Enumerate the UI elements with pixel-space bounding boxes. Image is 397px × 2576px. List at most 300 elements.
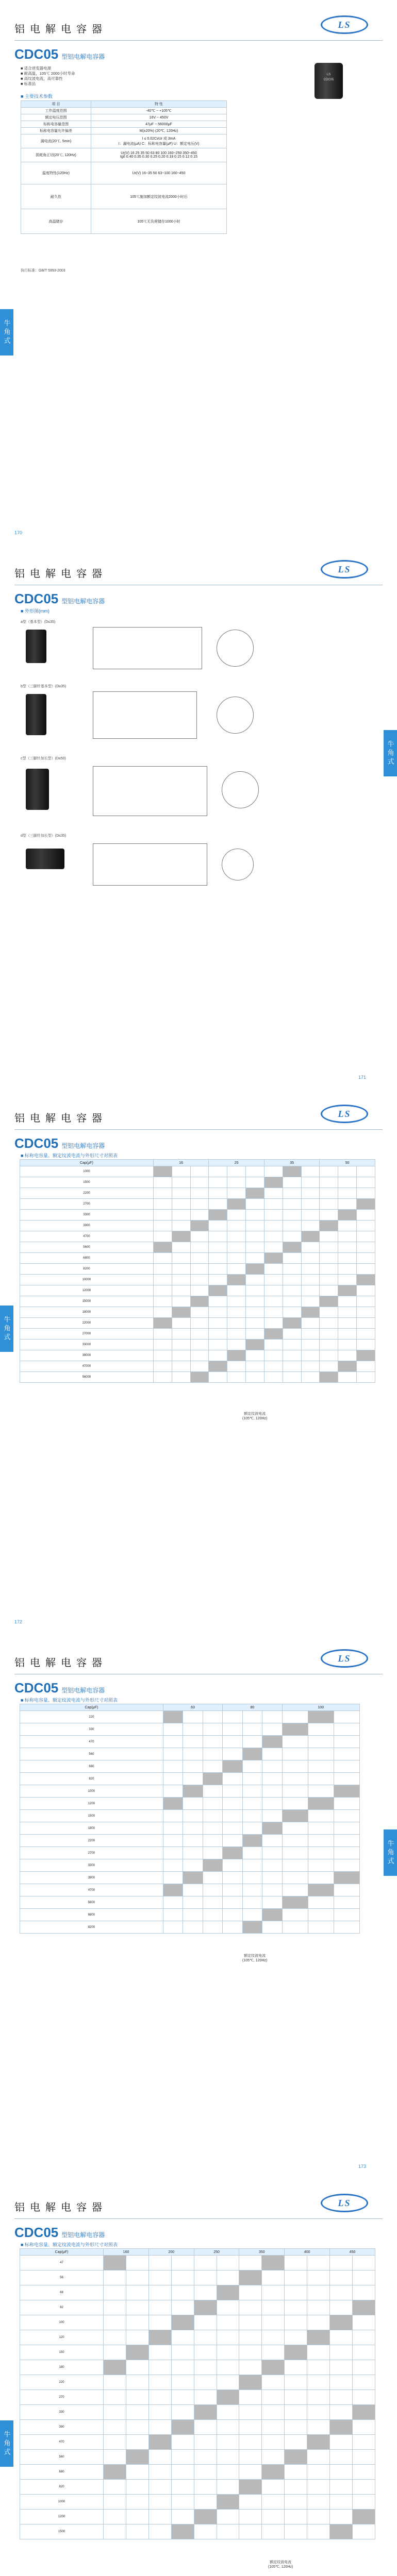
size-cell (338, 1361, 357, 1372)
size-cell (352, 2495, 375, 2510)
capacitor-photo: LS CDC05 (315, 63, 343, 99)
drawing-d-side (93, 843, 207, 886)
size-cell (338, 1210, 357, 1221)
size-cell (153, 1329, 172, 1340)
size-cell (283, 1318, 301, 1329)
table-row (20, 1361, 375, 1372)
size-cell (172, 1210, 190, 1221)
size-cell (148, 2330, 171, 2345)
size-cell (246, 1264, 264, 1275)
table-row (20, 1275, 375, 1285)
size-cell (242, 1785, 262, 1798)
size-cell (239, 2256, 262, 2270)
size-cell (308, 1810, 334, 1822)
size-cell (308, 1822, 334, 1835)
ripple-note: 额定纹波电流 (105℃, 120Hz) (268, 2561, 293, 2569)
drawing-label-d: d型（三脚针加长型）(D≤35) (21, 834, 67, 838)
size-cell (338, 1296, 357, 1307)
cap-value: 4700 (20, 1231, 154, 1242)
size-cell (223, 1773, 242, 1785)
size-cell (264, 1264, 283, 1275)
size-cell (262, 2330, 285, 2345)
size-cell (308, 1723, 334, 1736)
size-cell (223, 1760, 242, 1773)
cap-value: 1000 (20, 1166, 154, 1177)
size-cell (190, 1221, 209, 1231)
size-cell (239, 2495, 262, 2510)
size-cell (308, 1872, 334, 1884)
size-cell (203, 1909, 222, 1921)
size-cell (227, 1361, 246, 1372)
size-cell (126, 2435, 149, 2450)
size-cell (334, 1822, 359, 1835)
size-cell (283, 1296, 301, 1307)
size-cell (227, 1350, 246, 1361)
table-row (20, 1760, 360, 1773)
size-cell (320, 1318, 338, 1329)
size-cell (307, 2480, 330, 2495)
size-cell (223, 1711, 242, 1723)
size-cell (104, 2465, 126, 2480)
size-cell (330, 2495, 353, 2510)
table-row (20, 1847, 360, 1859)
size-cell (357, 1253, 375, 1264)
size-cell (301, 1264, 320, 1275)
size-cell (104, 2510, 126, 2524)
size-cell (246, 1188, 264, 1199)
size-cell (330, 2405, 353, 2420)
size-cell (104, 2450, 126, 2465)
size-cell (209, 1210, 227, 1221)
header-divider (14, 40, 383, 41)
size-cell (357, 1199, 375, 1210)
drawing-b-top (217, 697, 254, 734)
size-cell (227, 1275, 246, 1285)
size-cell (308, 1847, 334, 1859)
size-cell (223, 1810, 242, 1822)
size-cell (307, 2390, 330, 2405)
size-cell (242, 1859, 262, 1872)
ls-logo: LS (321, 15, 368, 34)
size-cell (262, 2315, 285, 2330)
size-cell (357, 1177, 375, 1188)
size-cell (217, 2405, 239, 2420)
table-row (20, 1318, 375, 1329)
size-cell (163, 1896, 183, 1909)
size-cell (209, 1231, 227, 1242)
table-row (20, 1909, 360, 1921)
size-cell (217, 2300, 239, 2315)
size-cell (148, 2300, 171, 2315)
size-cell (242, 1723, 262, 1736)
size-cell (320, 1199, 338, 1210)
size-cell (334, 1847, 359, 1859)
size-cell (285, 2450, 307, 2465)
size-cell (148, 2450, 171, 2465)
size-cell (283, 1210, 301, 1221)
table-row (20, 1307, 375, 1318)
cap-value: 1000 (20, 1785, 163, 1798)
size-cell (227, 1318, 246, 1329)
page-3 (0, 1089, 397, 1634)
size-cell (352, 2465, 375, 2480)
size-cell (262, 1884, 282, 1896)
cap-value: 2200 (20, 1188, 154, 1199)
size-cell (239, 2524, 262, 2539)
size-cell (239, 2450, 262, 2465)
size-cell (330, 2300, 353, 2315)
size-cell (203, 1736, 222, 1748)
size-cell (285, 2495, 307, 2510)
size-cell (171, 2420, 194, 2435)
size-cell (203, 1723, 222, 1736)
size-cell (242, 1810, 262, 1822)
size-cell (352, 2330, 375, 2345)
size-cell (307, 2360, 330, 2375)
size-cell (126, 2495, 149, 2510)
size-cell (283, 1177, 301, 1188)
size-cell (262, 1847, 282, 1859)
size-cell (320, 1296, 338, 1307)
size-cell (262, 1835, 282, 1847)
size-cell (330, 2345, 353, 2360)
size-cell (223, 1736, 242, 1748)
size-cell (320, 1372, 338, 1383)
cap-value: 15000 (20, 1296, 154, 1307)
table-row (20, 1822, 360, 1835)
size-cell (239, 2330, 262, 2345)
size-cell (338, 1329, 357, 1340)
size-cell (242, 1760, 262, 1773)
size-cell (172, 1199, 190, 1210)
size-cell (163, 1810, 183, 1822)
size-cell (301, 1221, 320, 1231)
size-cell (227, 1372, 246, 1383)
size-cell (148, 2465, 171, 2480)
header-title: 铝电解电容器 (14, 1656, 107, 1669)
table-row (20, 2465, 375, 2480)
size-cell (172, 1231, 190, 1242)
size-cell (262, 1810, 282, 1822)
size-cell (357, 1318, 375, 1329)
size-cell (264, 1318, 283, 1329)
size-cell (172, 1253, 190, 1264)
capacitor-photo-d (26, 849, 64, 869)
size-cell (171, 2300, 194, 2315)
size-cell (264, 1361, 283, 1372)
table-row (20, 2510, 375, 2524)
size-cell (190, 1361, 209, 1372)
page-number: 170 (14, 530, 23, 535)
size-cell (262, 2524, 285, 2539)
page-4 (0, 1634, 397, 2178)
size-cell (153, 1199, 172, 1210)
size-cell (338, 1307, 357, 1318)
page-header (0, 2178, 397, 2225)
size-cell (163, 1773, 183, 1785)
size-cell (282, 1785, 308, 1798)
size-cell (352, 2360, 375, 2375)
cap-value: 1500 (20, 1177, 154, 1188)
size-cell (285, 2300, 307, 2315)
size-cell (148, 2524, 171, 2539)
cap-value: 560 (20, 2450, 104, 2465)
cap-value: 1200 (20, 1798, 163, 1810)
size-cell (262, 1785, 282, 1798)
size-cell (190, 1210, 209, 1221)
size-cell (301, 1253, 320, 1264)
size-cell (334, 1711, 359, 1723)
size-cell (330, 2256, 353, 2270)
size-cell (320, 1307, 338, 1318)
size-cell (285, 2256, 307, 2270)
cap-value: 39000 (20, 1350, 154, 1361)
size-cell (172, 1166, 190, 1177)
size-cell (262, 1760, 282, 1773)
size-cell (320, 1188, 338, 1199)
size-cell (282, 1798, 308, 1810)
size-cell (148, 2390, 171, 2405)
size-cell (239, 2510, 262, 2524)
size-cell (153, 1361, 172, 1372)
size-cell (153, 1372, 172, 1383)
rating-table-16-50v: Cap(μF) 16 25 35 50 1000 1500 2200 2700 3300 3900 4700 5600 6800 8200 10000 12000 15000 18000 22000 27000 33000 39000 47000 56000 (20, 1159, 375, 1383)
cap-value: 56000 (20, 1372, 154, 1383)
size-cell (148, 2375, 171, 2390)
size-cell (126, 2345, 149, 2360)
size-cell (217, 2270, 239, 2285)
size-cell (264, 1253, 283, 1264)
size-cell (203, 1760, 222, 1773)
size-cell (126, 2405, 149, 2420)
capacitor-photo-b (26, 694, 46, 735)
size-cell (262, 1921, 282, 1934)
page-number: 171 (358, 1075, 366, 1080)
outline-section-title: ■ 外形图(mm) (21, 608, 49, 614)
size-cell (183, 1723, 203, 1736)
size-cell (126, 2285, 149, 2300)
size-cell (242, 1748, 262, 1760)
size-cell (334, 1835, 359, 1847)
size-cell (227, 1296, 246, 1307)
size-cell (282, 1723, 308, 1736)
size-cell (172, 1242, 190, 1253)
size-cell (126, 2270, 149, 2285)
size-cell (320, 1275, 338, 1285)
size-cell (227, 1231, 246, 1242)
size-cell (264, 1296, 283, 1307)
table-row (20, 1810, 360, 1822)
size-cell (153, 1188, 172, 1199)
size-cell (246, 1372, 264, 1383)
size-cell (264, 1231, 283, 1242)
size-cell (223, 1847, 242, 1859)
drawing-c-top (222, 771, 259, 808)
drawing-d-top (222, 849, 254, 880)
size-cell (262, 2405, 285, 2420)
size-cell (334, 1773, 359, 1785)
size-cell (282, 1884, 308, 1896)
size-cell (338, 1166, 357, 1177)
table-row (20, 1798, 360, 1810)
size-cell (190, 1372, 209, 1383)
size-cell (246, 1199, 264, 1210)
size-cell (172, 1340, 190, 1350)
model-title: CDC05 型铝电解电容器 (14, 1680, 105, 1696)
size-cell (194, 2345, 217, 2360)
cap-value: 10000 (20, 1275, 154, 1285)
size-cell (194, 2375, 217, 2390)
size-cell (194, 2405, 217, 2420)
size-cell (262, 1748, 282, 1760)
size-cell (283, 1350, 301, 1361)
size-cell (330, 2524, 353, 2539)
size-cell (194, 2270, 217, 2285)
size-cell (246, 1275, 264, 1285)
size-cell (183, 1872, 203, 1884)
size-cell (126, 2480, 149, 2495)
header-title: 铝电解电容器 (14, 567, 107, 580)
size-cell (264, 1372, 283, 1383)
size-cell (282, 1711, 308, 1723)
size-cell (357, 1242, 375, 1253)
size-cell (262, 2300, 285, 2315)
size-cell (172, 1296, 190, 1307)
capacitor-photo-a (26, 630, 46, 663)
size-cell (104, 2524, 126, 2539)
size-cell (209, 1188, 227, 1199)
size-cell (239, 2270, 262, 2285)
size-cell (163, 1760, 183, 1773)
size-cell (223, 1785, 242, 1798)
size-cell (334, 1785, 359, 1798)
size-cell (209, 1221, 227, 1231)
ls-logo: LS (321, 560, 368, 579)
size-cell (338, 1275, 357, 1285)
size-cell (352, 2315, 375, 2330)
size-cell (264, 1329, 283, 1340)
size-cell (357, 1188, 375, 1199)
size-cell (307, 2435, 330, 2450)
size-cell (227, 1221, 246, 1231)
page-number: 172 (14, 1619, 23, 1624)
size-cell (239, 2315, 262, 2330)
size-cell (338, 1318, 357, 1329)
size-cell (246, 1221, 264, 1231)
size-cell (262, 2375, 285, 2390)
cap-value: 180 (20, 2360, 104, 2375)
size-cell (282, 1822, 308, 1835)
size-cell (264, 1340, 283, 1350)
size-cell (283, 1188, 301, 1199)
size-cell (242, 1798, 262, 1810)
size-cell (334, 1872, 359, 1884)
table-row (20, 1285, 375, 1296)
size-cell (163, 1872, 183, 1884)
size-cell (104, 2405, 126, 2420)
model-title: CDC05 型铝电解电容器 (14, 1136, 105, 1151)
table-row (20, 1210, 375, 1221)
size-cell (203, 1773, 222, 1785)
size-cell (148, 2495, 171, 2510)
size-cell (301, 1231, 320, 1242)
size-cell (264, 1210, 283, 1221)
cap-value: 220 (20, 2375, 104, 2390)
drawing-a-top (217, 630, 254, 667)
size-cell (262, 2510, 285, 2524)
table-row (20, 2330, 375, 2345)
size-cell (153, 1231, 172, 1242)
table-row (20, 2420, 375, 2435)
size-cell (239, 2345, 262, 2360)
page-header (0, 1089, 397, 1136)
table-row (20, 1199, 375, 1210)
size-cell (217, 2285, 239, 2300)
size-cell (183, 1896, 203, 1909)
cap-value: 820 (20, 1773, 163, 1785)
size-cell (357, 1210, 375, 1221)
page-header (0, 1634, 397, 1680)
size-cell (246, 1318, 264, 1329)
size-cell (239, 2435, 262, 2450)
drawing-a-side (93, 627, 202, 669)
ls-logo: LS (321, 2194, 368, 2212)
size-cell (163, 1736, 183, 1748)
size-cell (104, 2375, 126, 2390)
size-cell (242, 1835, 262, 1847)
ripple-note: 额定纹波电流 (105℃, 120Hz) (242, 1412, 268, 1420)
size-cell (283, 1329, 301, 1340)
size-cell (209, 1253, 227, 1264)
size-cell (352, 2480, 375, 2495)
header-title: 铝电解电容器 (14, 1112, 107, 1124)
size-cell (217, 2345, 239, 2360)
size-cell (126, 2420, 149, 2435)
size-cell (148, 2510, 171, 2524)
table-row (20, 1166, 375, 1177)
size-cell (223, 1822, 242, 1835)
size-cell (227, 1199, 246, 1210)
size-cell (183, 1835, 203, 1847)
size-cell (203, 1872, 222, 1884)
size-cell (246, 1296, 264, 1307)
size-cell (163, 1748, 183, 1760)
size-cell (301, 1361, 320, 1372)
size-cell (246, 1166, 264, 1177)
size-cell (330, 2330, 353, 2345)
size-cell (301, 1242, 320, 1253)
size-cell (330, 2480, 353, 2495)
size-cell (338, 1177, 357, 1188)
size-cell (242, 1872, 262, 1884)
cap-value: 680 (20, 1760, 163, 1773)
cap-value: 56 (20, 2270, 104, 2285)
size-cell (209, 1296, 227, 1307)
size-cell (246, 1242, 264, 1253)
size-cell (217, 2465, 239, 2480)
size-cell (183, 1859, 203, 1872)
size-cell (330, 2465, 353, 2480)
size-cell (203, 1896, 222, 1909)
size-cell (264, 1307, 283, 1318)
size-cell (285, 2405, 307, 2420)
size-cell (242, 1847, 262, 1859)
size-cell (262, 1798, 282, 1810)
drawing-b-side (93, 691, 197, 739)
header-title: 铝电解电容器 (14, 2201, 107, 2213)
table-row (20, 2256, 375, 2270)
size-cell (282, 1835, 308, 1847)
